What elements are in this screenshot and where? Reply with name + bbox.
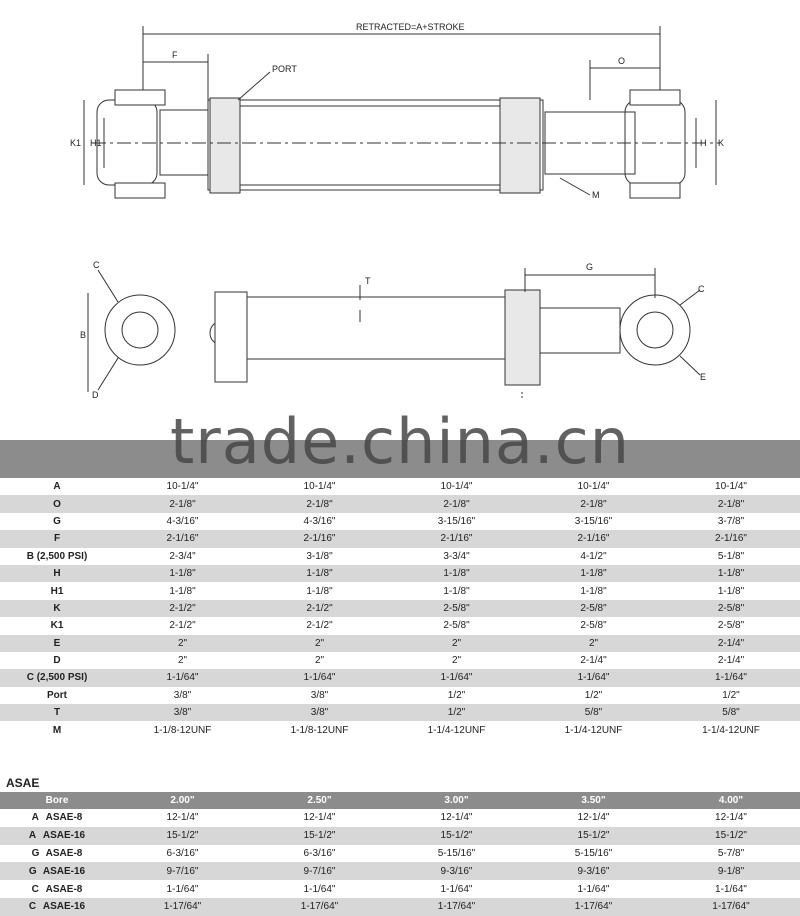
table-row [0, 495, 800, 512]
asae-header: 4.00" [662, 792, 800, 809]
table-cell: 2-1/2" [114, 600, 251, 617]
table-cell: 4-3/16" [114, 513, 251, 530]
row-label-text: ASAE-16 [42, 865, 86, 877]
table-row [0, 827, 800, 845]
table-cell: 1-1/64" [388, 669, 525, 686]
table-cell: 1-1/64" [525, 880, 662, 898]
label-g: G [586, 262, 594, 272]
row-sublabel: C [28, 901, 37, 913]
asae-header: 3.50" [525, 792, 662, 809]
table-cell: 1-1/8" [388, 565, 525, 582]
table-cell: 1-1/4-12UNF [662, 721, 800, 738]
row-label-text: ASAE-8 [45, 883, 83, 895]
asae-header: 2.00" [114, 792, 251, 809]
asae-header-row [0, 792, 800, 809]
table-row [0, 513, 800, 530]
label-o: O [618, 56, 626, 66]
row-label [0, 845, 114, 863]
asae-header: Bore [0, 792, 114, 809]
table-row [0, 669, 800, 686]
label-k1: K1 [70, 138, 82, 148]
table-cell: 6-3/16" [114, 845, 251, 863]
row-label: A [0, 478, 114, 495]
table-cell: 2-1/8" [114, 495, 251, 512]
table-row [0, 478, 800, 495]
table-cell: 1-17/64" [525, 898, 662, 916]
table-cell: 3-7/8" [662, 513, 800, 530]
table-cell: 10-1/4" [114, 478, 251, 495]
table-cell: 2-5/8" [662, 617, 800, 634]
table-row [0, 582, 800, 599]
table-cell: 2" [388, 652, 525, 669]
table-cell: 3/8" [114, 704, 251, 721]
label-c-right: C [698, 284, 705, 294]
table-cell: 5-15/16" [525, 845, 662, 863]
table-cell: 2-1/2" [251, 617, 388, 634]
table-row [0, 880, 800, 898]
row-label: G [0, 513, 114, 530]
label-h1: H1 [90, 138, 102, 148]
table-cell: 2" [251, 652, 388, 669]
table-cell: 2-1/16" [388, 530, 525, 547]
asae-header: 2.50" [251, 792, 388, 809]
label-c-left: C [93, 260, 100, 270]
row-label: D [0, 652, 114, 669]
table-cell: 2-1/16" [662, 530, 800, 547]
table-cell: 1-17/64" [662, 898, 800, 916]
table-cell: 15-1/2" [388, 827, 525, 845]
table-cell: 1-1/8" [662, 565, 800, 582]
row-label: H [0, 565, 114, 582]
table-cell: 2-5/8" [388, 600, 525, 617]
table-row [0, 530, 800, 547]
right-pin-eye [620, 295, 690, 365]
table-cell: 1-1/64" [251, 880, 388, 898]
row-label-text: ASAE-8 [45, 847, 83, 859]
table-cell: 1-17/64" [388, 898, 525, 916]
table-cell: 1-1/8-12UNF [251, 721, 388, 738]
table-cell: 3-1/8" [251, 548, 388, 565]
table-row [0, 845, 800, 863]
table-cell: 1-1/64" [251, 669, 388, 686]
table-cell: 1/2" [525, 687, 662, 704]
table-cell: 3/8" [114, 687, 251, 704]
label-e: E [700, 372, 707, 382]
label-retracted: RETRACTED=A+STROKE [356, 22, 465, 32]
table-cell: 1-17/64" [114, 898, 251, 916]
row-label-text: ASAE-16 [42, 830, 86, 842]
label-port: PORT [272, 64, 297, 74]
table-cell: 1-1/8" [525, 582, 662, 599]
table-row [0, 704, 800, 721]
label-t: T [365, 276, 371, 286]
row-sublabel: G [28, 865, 37, 877]
table-row [0, 652, 800, 669]
table-cell: 1-1/8" [114, 582, 251, 599]
row-sublabel: G [31, 847, 40, 859]
table-cell: 12-1/4" [525, 809, 662, 827]
table-cell: 12-1/4" [251, 809, 388, 827]
table-row [0, 600, 800, 617]
table-cell: 1-1/64" [114, 669, 251, 686]
table-cell: 9-7/16" [251, 862, 388, 880]
table-cell: 6-3/16" [251, 845, 388, 863]
table-cell: 5/8" [525, 704, 662, 721]
label-d: D [92, 390, 99, 400]
table-cell: 12-1/4" [662, 809, 800, 827]
table-cell: 2-1/8" [662, 495, 800, 512]
row-label: F [0, 530, 114, 547]
table-cell: 1/2" [388, 704, 525, 721]
row-label: T [0, 704, 114, 721]
table-row [0, 898, 800, 916]
table-cell: 12-1/4" [114, 809, 251, 827]
row-label [0, 827, 114, 845]
table-cell: 2-5/8" [525, 617, 662, 634]
table-row [0, 862, 800, 880]
table-cell: 1-1/8-12UNF [114, 721, 251, 738]
row-label-text: ASAE-8 [45, 812, 83, 824]
cylinder-barrel-side [247, 297, 505, 359]
row-label [0, 898, 114, 916]
table-cell: 5-7/8" [662, 845, 800, 863]
table-cell: 2-1/8" [388, 495, 525, 512]
table-cell: 2-3/4" [114, 548, 251, 565]
table-cell: 1-17/64" [251, 898, 388, 916]
asae-title: ASAE [6, 776, 40, 790]
table-cell: 2-5/8" [525, 600, 662, 617]
row-label [0, 862, 114, 880]
row-label: C (2,500 PSI) [0, 669, 114, 686]
table-cell: 10-1/4" [525, 478, 662, 495]
table-cell: 3-3/4" [388, 548, 525, 565]
table-cell: 15-1/2" [114, 827, 251, 845]
table-cell: 2" [525, 635, 662, 652]
table-cell: 2" [114, 635, 251, 652]
cylinder-barrel-top [208, 100, 543, 190]
table-cell: 2-1/4" [662, 652, 800, 669]
watermark: trade.china.cn [170, 405, 630, 478]
left-pin-eye [105, 295, 175, 365]
row-label: M [0, 721, 114, 738]
table-cell: 3-15/16" [388, 513, 525, 530]
label-b: B [80, 330, 87, 340]
table-cell: 9-3/16" [388, 862, 525, 880]
table-cell: 1-1/8" [525, 565, 662, 582]
table-cell: 1-1/64" [114, 880, 251, 898]
table-cell: 5/8" [662, 704, 800, 721]
row-sublabel: C [31, 883, 39, 895]
table-cell: 2-1/4" [525, 652, 662, 669]
table-row [0, 687, 800, 704]
table-row [0, 809, 800, 827]
table-cell: 3/8" [251, 704, 388, 721]
table-row [0, 565, 800, 582]
row-sublabel: A [31, 812, 39, 824]
table-cell: 9-1/8" [662, 862, 800, 880]
table-cell: 1-1/8" [114, 565, 251, 582]
table-cell: 2-1/16" [114, 530, 251, 547]
table-cell: 2-1/8" [251, 495, 388, 512]
table-cell: 1-1/64" [662, 669, 800, 686]
table-cell: 1-1/64" [525, 669, 662, 686]
table-row [0, 548, 800, 565]
table-cell: 1-1/4-12UNF [525, 721, 662, 738]
table-cell: 2" [388, 635, 525, 652]
table-cell: 1-1/8" [388, 582, 525, 599]
asae-table [0, 792, 800, 916]
table-cell: 2-1/4" [662, 635, 800, 652]
table-cell: 1-1/4-12UNF [388, 721, 525, 738]
table-cell: 10-1/4" [388, 478, 525, 495]
row-label: H1 [0, 582, 114, 599]
table-cell: 9-3/16" [525, 862, 662, 880]
table-cell: 1-1/8" [251, 582, 388, 599]
table-cell: 1-1/8" [662, 582, 800, 599]
label-k: K [718, 138, 725, 148]
table-cell: 10-1/4" [662, 478, 800, 495]
label-m: M [592, 190, 600, 200]
row-label: Port [0, 687, 114, 704]
table-cell: 15-1/2" [662, 827, 800, 845]
table-cell: 3/8" [251, 687, 388, 704]
table-cell: 15-1/2" [525, 827, 662, 845]
row-label-text: ASAE-16 [42, 901, 86, 913]
asae-header: 3.00" [388, 792, 525, 809]
row-label: K [0, 600, 114, 617]
label-f: F [172, 50, 178, 60]
table-cell: 2-1/2" [114, 617, 251, 634]
table-cell: 2-1/8" [525, 495, 662, 512]
row-label: E [0, 635, 114, 652]
table-cell: 5-15/16" [388, 845, 525, 863]
table-cell: 2-5/8" [388, 617, 525, 634]
table-cell: 1/2" [662, 687, 800, 704]
table-cell: 9-7/16" [114, 862, 251, 880]
row-sublabel: A [28, 830, 37, 842]
cylinder-technical-drawing [0, 0, 800, 440]
table-cell: 15-1/2" [251, 827, 388, 845]
row-label [0, 809, 114, 827]
table-row [0, 721, 800, 738]
table-cell: 4-1/2" [525, 548, 662, 565]
table-cell: 2-1/2" [251, 600, 388, 617]
table-cell: 1-1/64" [388, 880, 525, 898]
row-label: B (2,500 PSI) [0, 548, 114, 565]
table-cell: 1-1/64" [662, 880, 800, 898]
label-h: H [700, 138, 707, 148]
spec-table [0, 440, 800, 739]
table-cell: 2-1/16" [251, 530, 388, 547]
table-row [0, 617, 800, 634]
row-label: O [0, 495, 114, 512]
table-cell: 2-5/8" [662, 600, 800, 617]
table-cell: 1-1/8" [251, 565, 388, 582]
table-cell: 3-15/16" [525, 513, 662, 530]
table-cell: 4-3/16" [251, 513, 388, 530]
row-label [0, 880, 114, 898]
table-cell: 5-1/8" [662, 548, 800, 565]
table-cell: 2" [251, 635, 388, 652]
table-cell: 12-1/4" [388, 809, 525, 827]
row-label: K1 [0, 617, 114, 634]
table-cell: 10-1/4" [251, 478, 388, 495]
table-row [0, 635, 800, 652]
table-cell: 1/2" [388, 687, 525, 704]
table-cell: 2" [114, 652, 251, 669]
table-cell: 2-1/16" [525, 530, 662, 547]
